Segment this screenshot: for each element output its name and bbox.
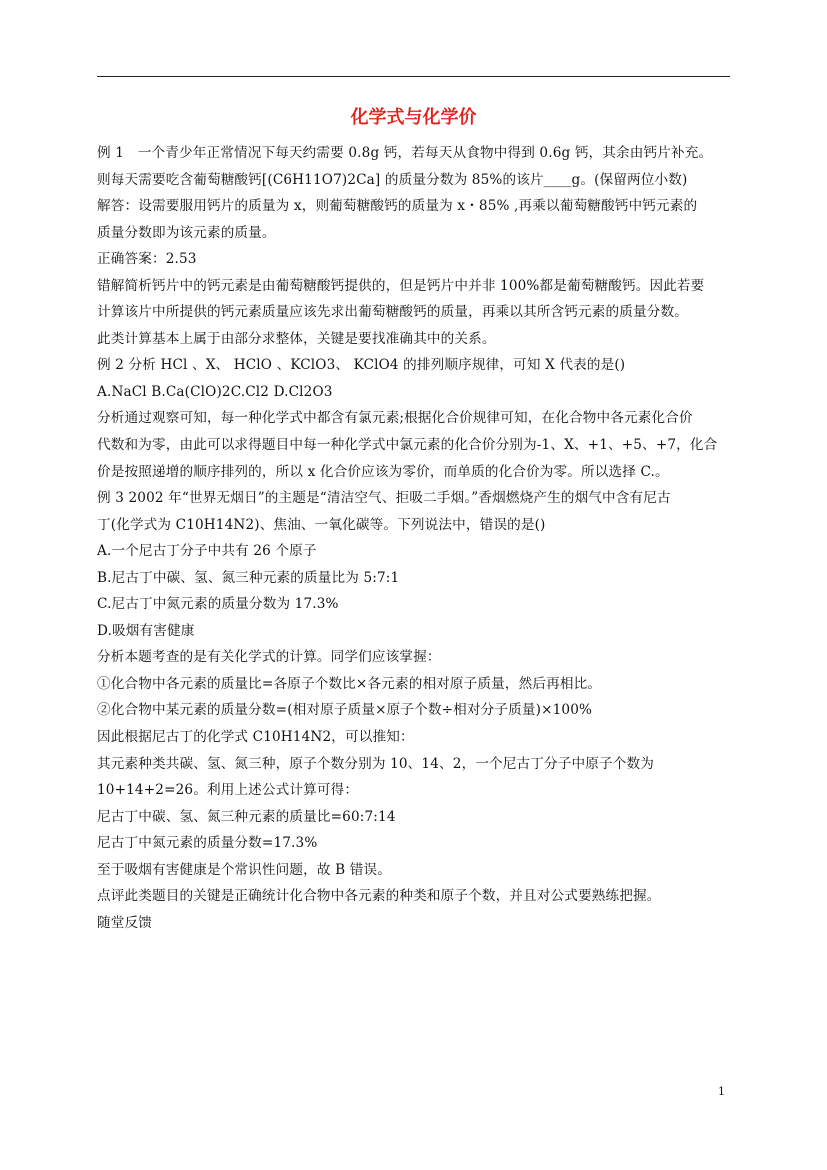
text-line: 质量分数即为该元素的质量。 bbox=[97, 224, 276, 241]
text-line: 丁(化学式为 C10H14N2)、焦油、一氧化碳等。下列说法中，错误的是() bbox=[97, 516, 546, 533]
text-line: 价是按照递增的顺序排列的，所以 x 化合价应该为零价，而单质的化合价为零。所以选择 C.。 bbox=[97, 463, 669, 480]
header-rule bbox=[97, 76, 730, 77]
text-line: 错解简析钙片中的钙元素是由葡萄糖酸钙提供的，但是钙片中并非 100%都是葡萄糖酸钙。因此若要 bbox=[97, 277, 705, 294]
text-line: B.尼古丁中碳、氢、氮三种元素的质量比为 5:7:1 bbox=[97, 569, 400, 586]
text-line: 例 3 2002 年“世界无烟日”的主题是“清洁空气、拒吸二手烟。”香烟燃烧产生的烟气中含有尼古 bbox=[97, 490, 671, 507]
text-line: 分析通过观察可知，每一种化学式中都含有氯元素;根据化合价规律可知，在化合物中各元素化合价 bbox=[97, 410, 693, 427]
text-line: 随堂反馈 bbox=[97, 914, 152, 931]
text-line: 此类计算基本上属于由部分求整体，关键是要找准确其中的关系。 bbox=[97, 330, 496, 347]
text-line: ①化合物中各元素的质量比=各原子个数比×各元素的相对原子质量，然后再相比。 bbox=[97, 675, 602, 692]
text-line: 正确答案：2.53 bbox=[97, 251, 197, 268]
text-line: 10+14+2=26。利用上述公式计算可得： bbox=[97, 782, 359, 799]
text-line: 尼古丁中碳、氢、氮三种元素的质量比=60:7:14 bbox=[97, 808, 396, 825]
text-line: C.尼古丁中氮元素的质量分数为 17.3% bbox=[97, 596, 339, 613]
document-body bbox=[97, 140, 737, 936]
text-line: ②化合物中某元素的质量分数=(相对原子质量×原子个数÷相对分子质量)×100% bbox=[97, 702, 593, 719]
text-line: 至于吸烟有害健康是个常识性问题，故 B 错误。 bbox=[97, 861, 391, 878]
text-line: 分析本题考查的是有关化学式的计算。同学们应该掌握： bbox=[97, 649, 441, 666]
text-line: A.一个尼古丁分子中共有 26 个原子 bbox=[97, 543, 317, 560]
text-line: 因此根据尼古丁的化学式 C10H14N2，可以推知： bbox=[97, 729, 414, 746]
text-line: 尼古丁中氮元素的质量分数=17.3% bbox=[97, 835, 318, 852]
text-line: D.吸烟有害健康 bbox=[97, 622, 195, 639]
text-line: 解答：设需要服用钙片的质量为 x，则葡萄糖酸钙的质量为 x・85% ,再乘以葡萄糖酸钙中钙元素的 bbox=[97, 198, 698, 215]
text-line: 代数和为零，由此可以求得题目中每一种化学式中氯元素的化合价分别为-1、X、+1、+5、+7，化合 bbox=[97, 437, 718, 454]
text-line: A.NaCl B.Ca(ClO)2C.Cl2 D.Cl2O3 bbox=[97, 383, 333, 400]
text-line: 例 2 分析 HCl 、X、 HClO 、KClO3、 KClO4 的排列顺序规律，可知 X 代表的是() bbox=[97, 357, 626, 374]
text-line: 其元素种类共碳、氢、氮三种，原子个数分别为 10、14、2，一个尼古丁分子中原子个数为 bbox=[97, 755, 654, 772]
text-line: 点评此类题目的关键是正确统计化合物中各元素的种类和原子个数，并且对公式要熟练把握。 bbox=[97, 888, 661, 905]
page-number: 1 bbox=[718, 1085, 725, 1098]
text-line: 计算该片中所提供的钙元素质量应该先求出葡萄糖酸钙的质量，再乘以其所含钙元素的质量分数。 bbox=[97, 304, 688, 321]
text-line: 则每天需要吃含葡萄糖酸钙[(C6H11O7)2Ca] 的质量分数为 85%的该片____g。(保留两位小数) bbox=[97, 171, 688, 188]
text-line: 例 1 一个青少年正常情况下每天约需要 0.8g 钙，若每天从食物中得到 0.6g 钙，其余由钙片补充。 bbox=[97, 145, 713, 161]
document-title: 化学式与化学价 bbox=[350, 107, 477, 128]
